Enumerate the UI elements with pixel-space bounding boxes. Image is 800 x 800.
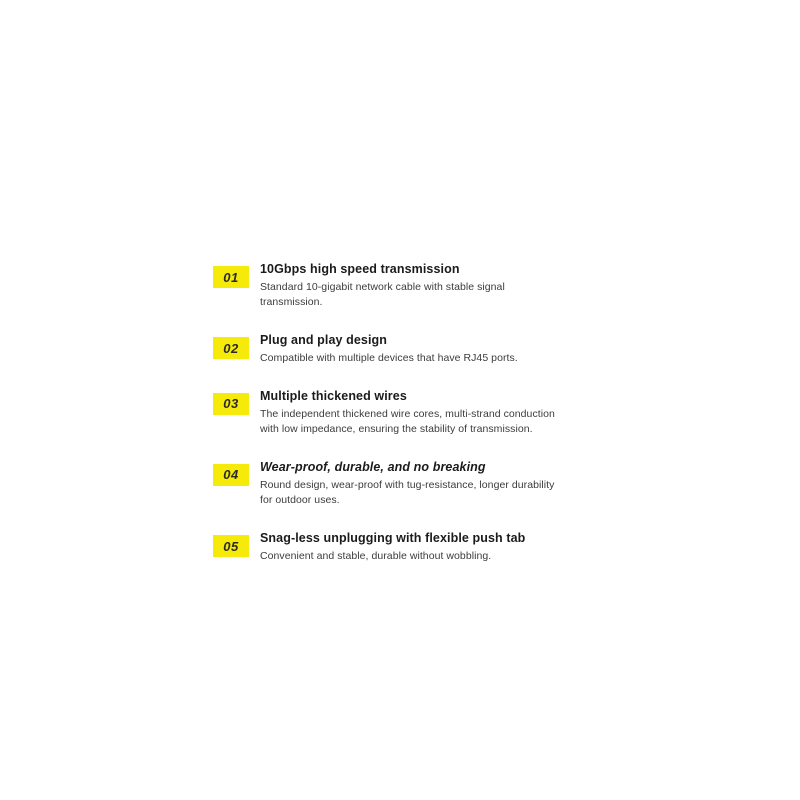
feature-title: Snag-less unplugging with flexible push tab (260, 531, 526, 546)
feature-text-block (260, 333, 518, 366)
list-item (213, 460, 633, 508)
feature-number-badge: 02 (213, 337, 249, 359)
feature-title: Multiple thickened wires (260, 388, 407, 403)
feature-description: Compatible with multiple devices that have RJ45 ports. (260, 351, 518, 364)
feature-number-badge: 05 (213, 535, 249, 557)
feature-text-block (260, 460, 560, 508)
feature-title: Plug and play design (260, 333, 388, 348)
feature-description: Standard 10-gigabit network cable with stable signal transmission. (260, 280, 505, 308)
feature-description: The independent thickened wire cores, multi-strand conduction with low impedance, ensuring the stability of transmission. (260, 407, 555, 435)
feature-number-badge: 01 (213, 266, 249, 288)
list-item (213, 389, 633, 437)
feature-text-block (260, 389, 560, 437)
feature-text-block (260, 531, 525, 564)
feature-title: 10Gbps high speed transmission (260, 262, 460, 276)
feature-text-block (260, 262, 560, 310)
feature-number-badge: 03 (213, 393, 249, 415)
feature-description: Convenient and stable, durable without wobbling. (260, 549, 492, 562)
list-item (213, 333, 633, 366)
feature-number-badge: 04 (213, 464, 249, 486)
list-item (213, 262, 633, 310)
feature-list (213, 262, 633, 587)
feature-title: Wear-proof, durable, and no breaking (260, 459, 486, 474)
feature-description: Round design, wear-proof with tug-resistance, longer durability for outdoor uses. (260, 478, 555, 506)
list-item (213, 531, 633, 564)
